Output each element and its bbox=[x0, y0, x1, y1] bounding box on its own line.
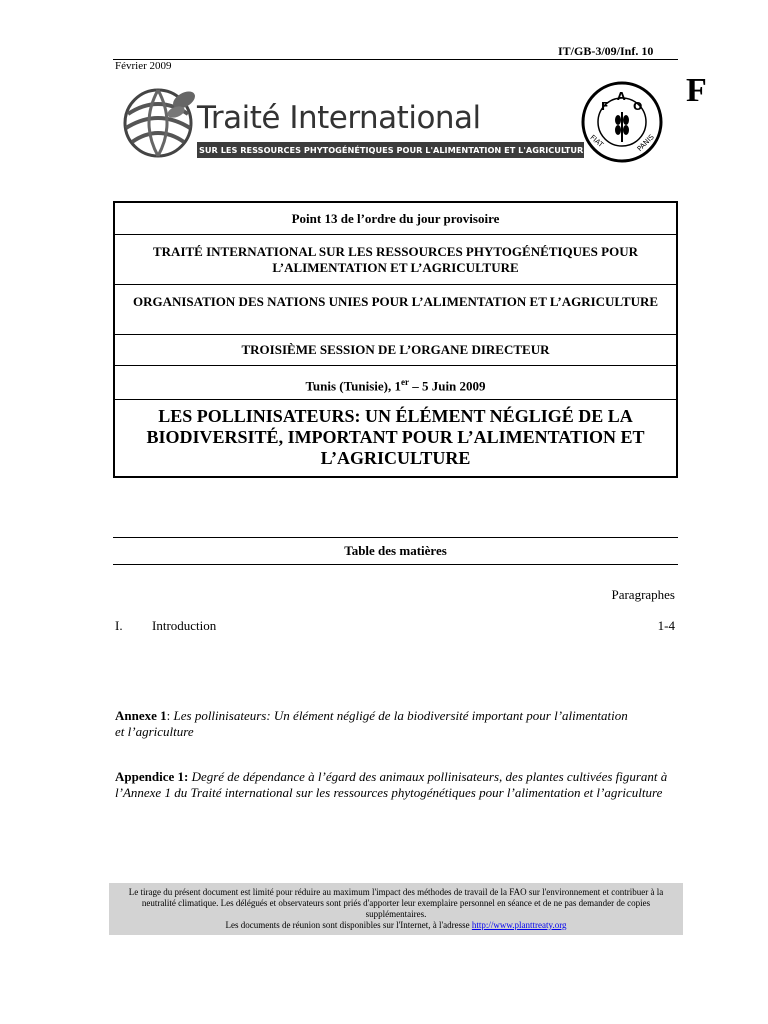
session-name: TROISIÈME SESSION DE L’ORGANE DIRECTEUR bbox=[115, 335, 676, 366]
footer-note bbox=[109, 883, 683, 935]
toc-rule-bottom bbox=[113, 564, 678, 565]
annex-separator: : bbox=[166, 708, 174, 723]
appendix-description: Degré de dépendance à l’égard des animaux pollinisateurs, des plantes cultivées figurant à l’Annexe 1 du Traité international sur les ressources phytogénétiques pour l’alimentation et l’agriculture bbox=[115, 769, 668, 800]
annex-entry bbox=[115, 708, 635, 740]
footer-note-text: Le tirage du présent document est limité pour réduire au maximum l'impact des méthodes de travail de la FAO sur l'environnement et contribuer à la neutralité climatique. Les délégués et observateurs sont priés d'apporter leur exemplaire personnel en séance et de ne pas demander de copies supplémentaires. bbox=[128, 887, 664, 919]
language-letter: F bbox=[686, 72, 707, 109]
annex-label: Annexe 1 bbox=[115, 708, 167, 723]
fao-logo bbox=[580, 80, 664, 164]
svg-text:PANIS: PANIS bbox=[635, 133, 656, 154]
venue-and-dates bbox=[115, 366, 676, 400]
venue-suffix: – 5 Juin 2009 bbox=[408, 378, 486, 394]
agenda-item: Point 13 de l’ordre du jour provisoire bbox=[115, 203, 676, 235]
document-title: LES POLLINISATEURS: UN ÉLÉMENT NÉGLIGÉ DE LA BIODIVERSITÉ, IMPORTANT POUR L’ALIMENTATION ET L’AGRICULTURE bbox=[146, 406, 645, 468]
footer-link-prefix: Les documents de réunion sont disponibles sur l'Internet, à l'adresse bbox=[225, 920, 472, 930]
svg-text:F: F bbox=[601, 100, 609, 113]
venue-prefix: Tunis (Tunisie), 1 bbox=[305, 378, 401, 394]
venue-superscript: er bbox=[400, 377, 409, 387]
appendix-label: Appendice 1: bbox=[115, 769, 189, 784]
organization-name: ORGANISATION DES NATIONS UNIES POUR L’ALIMENTATION ET L’AGRICULTURE bbox=[115, 285, 676, 335]
header-rule bbox=[113, 59, 678, 60]
toc-entry-number: I. bbox=[115, 618, 123, 633]
toc-rule-top bbox=[113, 537, 678, 538]
svg-text:O: O bbox=[633, 100, 643, 113]
svg-text:FIAT: FIAT bbox=[588, 133, 605, 150]
appendix-entry bbox=[115, 769, 675, 801]
document-date: Février 2009 bbox=[115, 60, 172, 72]
planttreaty-link[interactable]: http://www.planttreaty.org bbox=[471, 920, 567, 930]
treaty-logo-title: Traité International bbox=[197, 100, 481, 136]
annex-description: Les pollinisateurs: Un élément négligé de la biodiversité important pour l’alimentation et l’agriculture bbox=[115, 708, 628, 739]
treaty-name: TRAITÉ INTERNATIONAL SUR LES RESSOURCES PHYTOGÉNÉTIQUES POUR L’ALIMENTATION ET L’AGRICULTURE bbox=[115, 235, 676, 285]
treaty-logo-subtitle: SUR LES RESSOURCES PHYTOGÉNÉTIQUES POUR L'ALIMENTATION ET L'AGRICULTURE bbox=[197, 142, 584, 158]
session-info-table bbox=[113, 201, 678, 478]
svg-text:A: A bbox=[617, 90, 626, 103]
toc-title: Table des matières bbox=[344, 543, 447, 558]
toc-entry-paragraphs: 1-4 bbox=[657, 618, 675, 633]
document-symbol: IT/GB-3/09/Inf. 10 bbox=[558, 44, 654, 58]
toc-entry-label[interactable]: Introduction bbox=[152, 618, 217, 633]
toc-column-header: Paragraphes bbox=[611, 587, 675, 602]
